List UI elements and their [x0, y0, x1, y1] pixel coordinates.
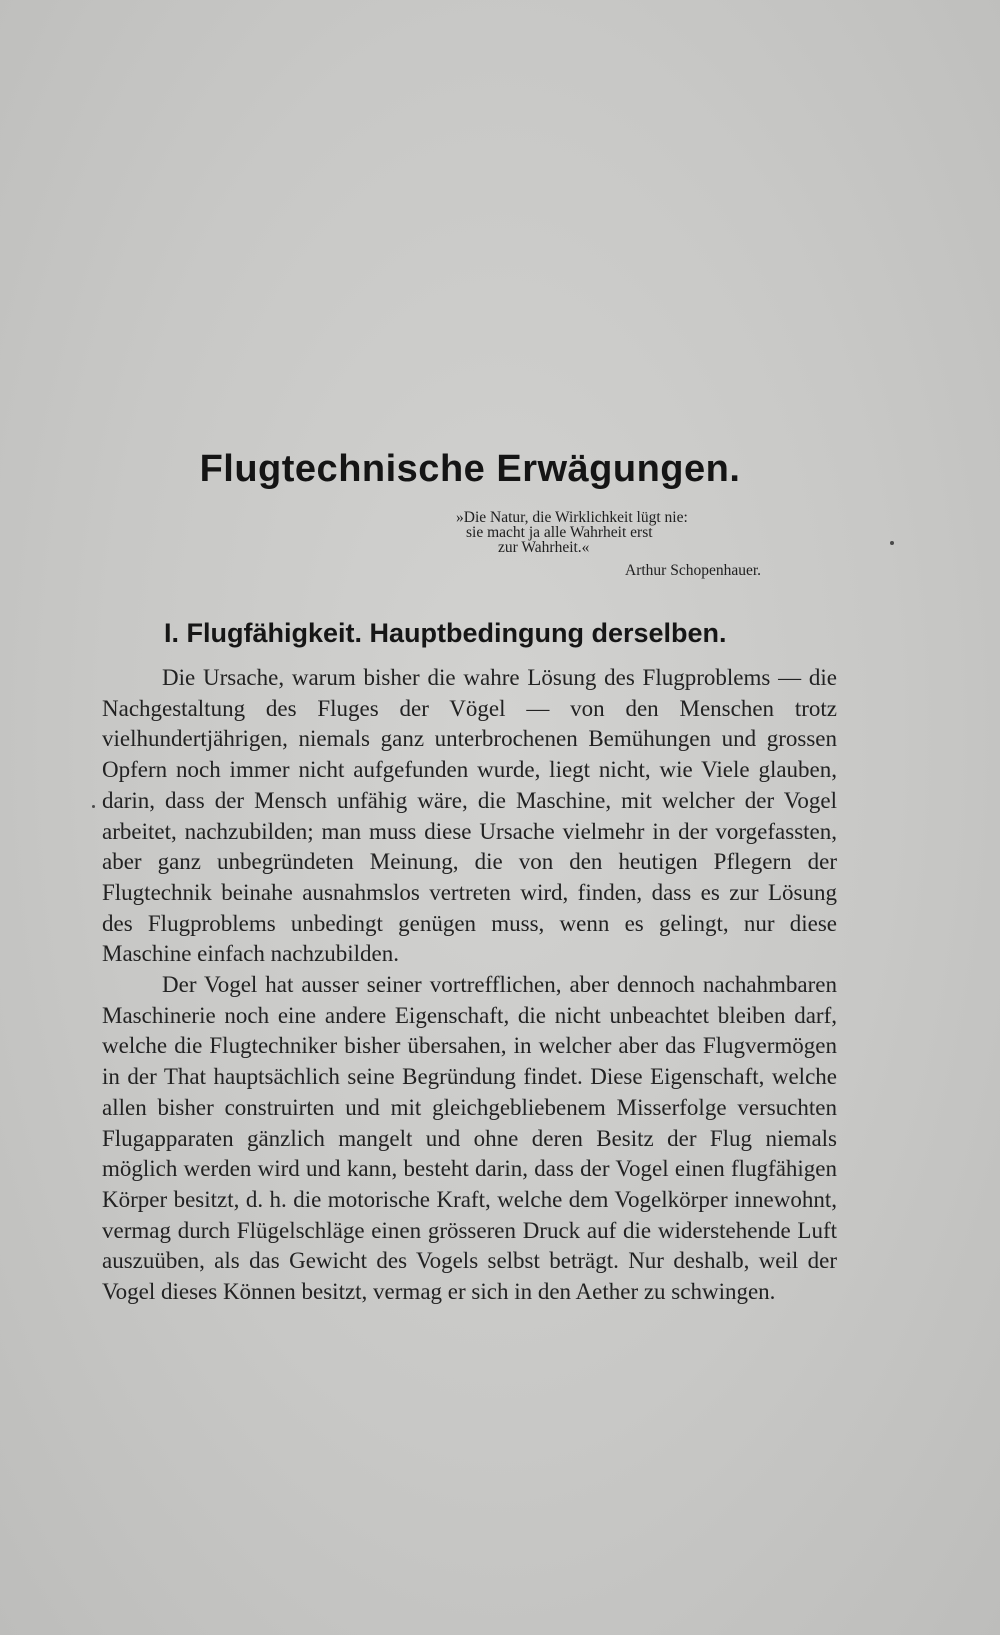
paragraph: Die Ursache, warum bisher die wahre Lösung des Flugproblems — die Nachgestaltung des Fluges der Vögel — von den Menschen trotz vielhundertjährigen, niemals ganz unterbrochenen Bemühungen und grossen Opfern noch immer nicht aufgefunden wurde, liegt nicht, wie Viele glauben, darin, dass der Mensch unfähig wäre, die Maschine, mit welcher der Vogel arbeitet, nachzubilden; man muss diese Ursache vielmehr in der vorgefassten, aber ganz unbegründeten Meinung, die von den heutigen Pflegern der Flugtechnik beinahe ausnahmslos vertreten wird, finden, dass es zur Lösung des Flugproblems unbedingt genügen muss, wenn es gelingt, nur diese Maschine einfach nachzubilden.	[102, 665, 837, 967]
epigraph-line: sie macht ja alle Wahrheit erst	[466, 524, 653, 541]
paragraph: Der Vogel hat ausser seiner vortrefflichen, aber dennoch nachahmbaren Maschinerie noch eine andere Eigenschaft, die nicht unbeachtet bleiben darf, welche die Flugtechniker bisher übersahen, in welcher aber das Flugvermögen in der That hauptsächlich seine Begründung findet. Diese Eigenschaft, welche allen bisher construirten und mit gleichgebliebenem Misserfolge versuchten Flugapparaten gänzlich mangelt und ohne deren Besitz der Flug niemals möglich werden wird und kann, besteht darin, dass der Vogel einen flugfähigen Körper besitzt, d. h. die motorische Kraft, welche dem Vogelkörper innewohnt, vermag durch Flügelschläge einen grösseren Druck auf die widerstehende Luft auszuüben, als das Gewicht des Vogels selbst beträgt. Nur deshalb, weil der Vogel dieses Können besitzt, vermag er sich in den Aether zu schwingen.	[102, 972, 837, 1305]
paper-speck	[92, 805, 95, 808]
body-text	[102, 663, 837, 1308]
epigraph-line: zur Wahrheit.«	[498, 539, 590, 556]
paper-speck	[890, 541, 894, 545]
section-heading: I. Flugfähigkeit. Hauptbedingung derselben.	[164, 618, 727, 648]
epigraph-author: Arthur Schopenhauer.	[625, 562, 762, 579]
epigraph-line: »Die Natur, die Wirklichkeit lügt nie:	[456, 509, 688, 526]
page-title: Flugtechnische Erwägungen.	[199, 448, 741, 490]
epigraph-quote	[456, 510, 796, 555]
